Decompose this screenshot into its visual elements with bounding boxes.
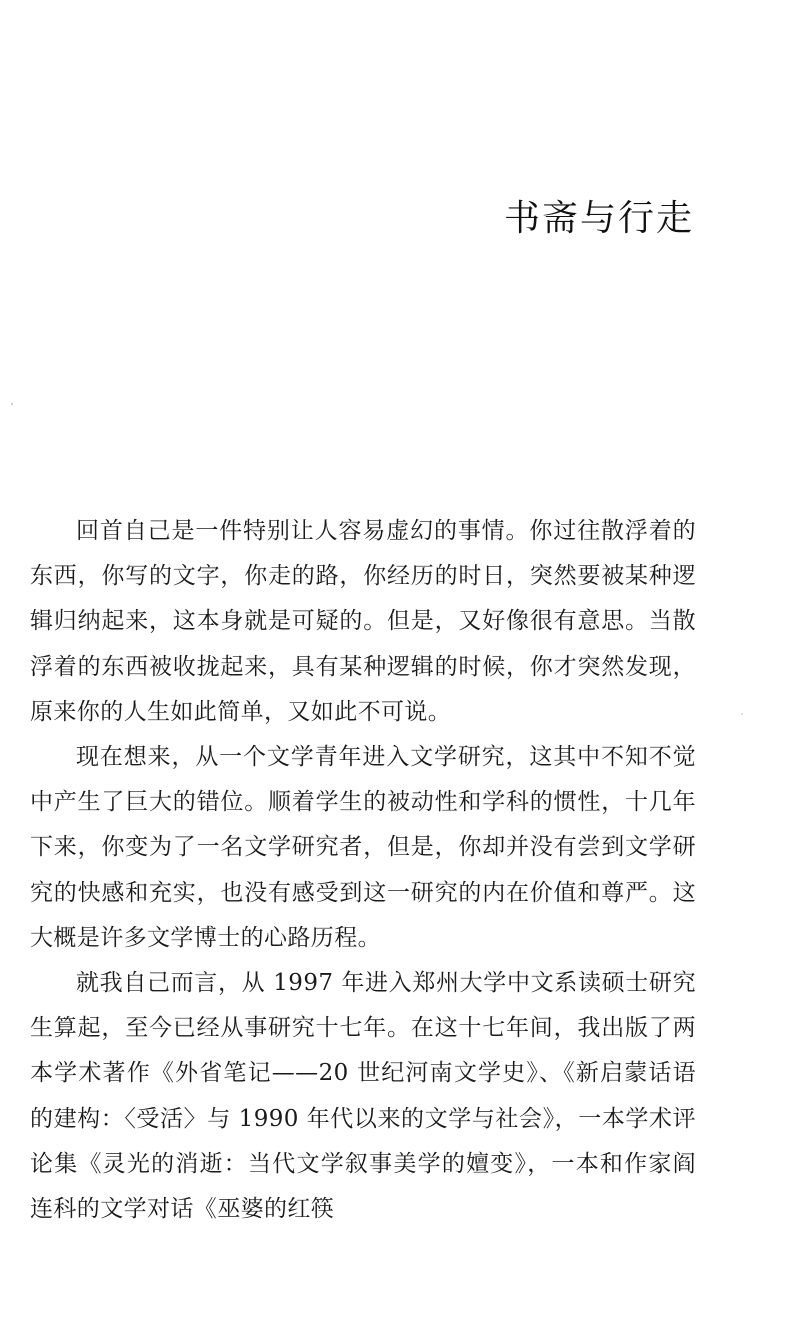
paragraph: 就我自己而言，从 1997 年进入郑州大学中文系读硕士研究生算起，至今已经从事研究十七年。在这十七年间，我出版了两本学术著作《外省笔记——20 世纪河南文学史》、《新启蒙话语的建构：〈受活〉与 1990 年代以来的文学与社会》，一本学术评论集《灵光的消逝：当代文学叙事美学的嬗变》，一本和作家阎连科的文学对话《巫婆的红筷: [30, 970, 696, 1223]
body-text: [30, 509, 696, 1232]
scan-speck: [11, 403, 13, 405]
chapter-title: 书斋与行走: [503, 198, 694, 239]
paragraph: 回首自己是一件特别让人容易虚幻的事情。你过往散浮着的东西，你写的文字，你走的路，你经历的时日，突然要被某种逻辑归纳起来，这本身就是可疑的。但是，又好像很有意思。当散浮着的东西被收拢起来，具有某种逻辑的时候，你才突然发现，原来你的人生如此简单，又如此不可说。: [30, 518, 696, 725]
scan-speck: [741, 713, 743, 715]
paragraph: 现在想来，从一个文学青年进入文学研究，这其中不知不觉中产生了巨大的错位。顺着学生的被动性和学科的惯性，十几年下来，你变为了一名文学研究者，但是，你却并没有尝到文学研究的快感和充实，也没有感受到这一研究的内在价值和尊严。这大概是许多文学博士的心路历程。: [30, 744, 696, 951]
